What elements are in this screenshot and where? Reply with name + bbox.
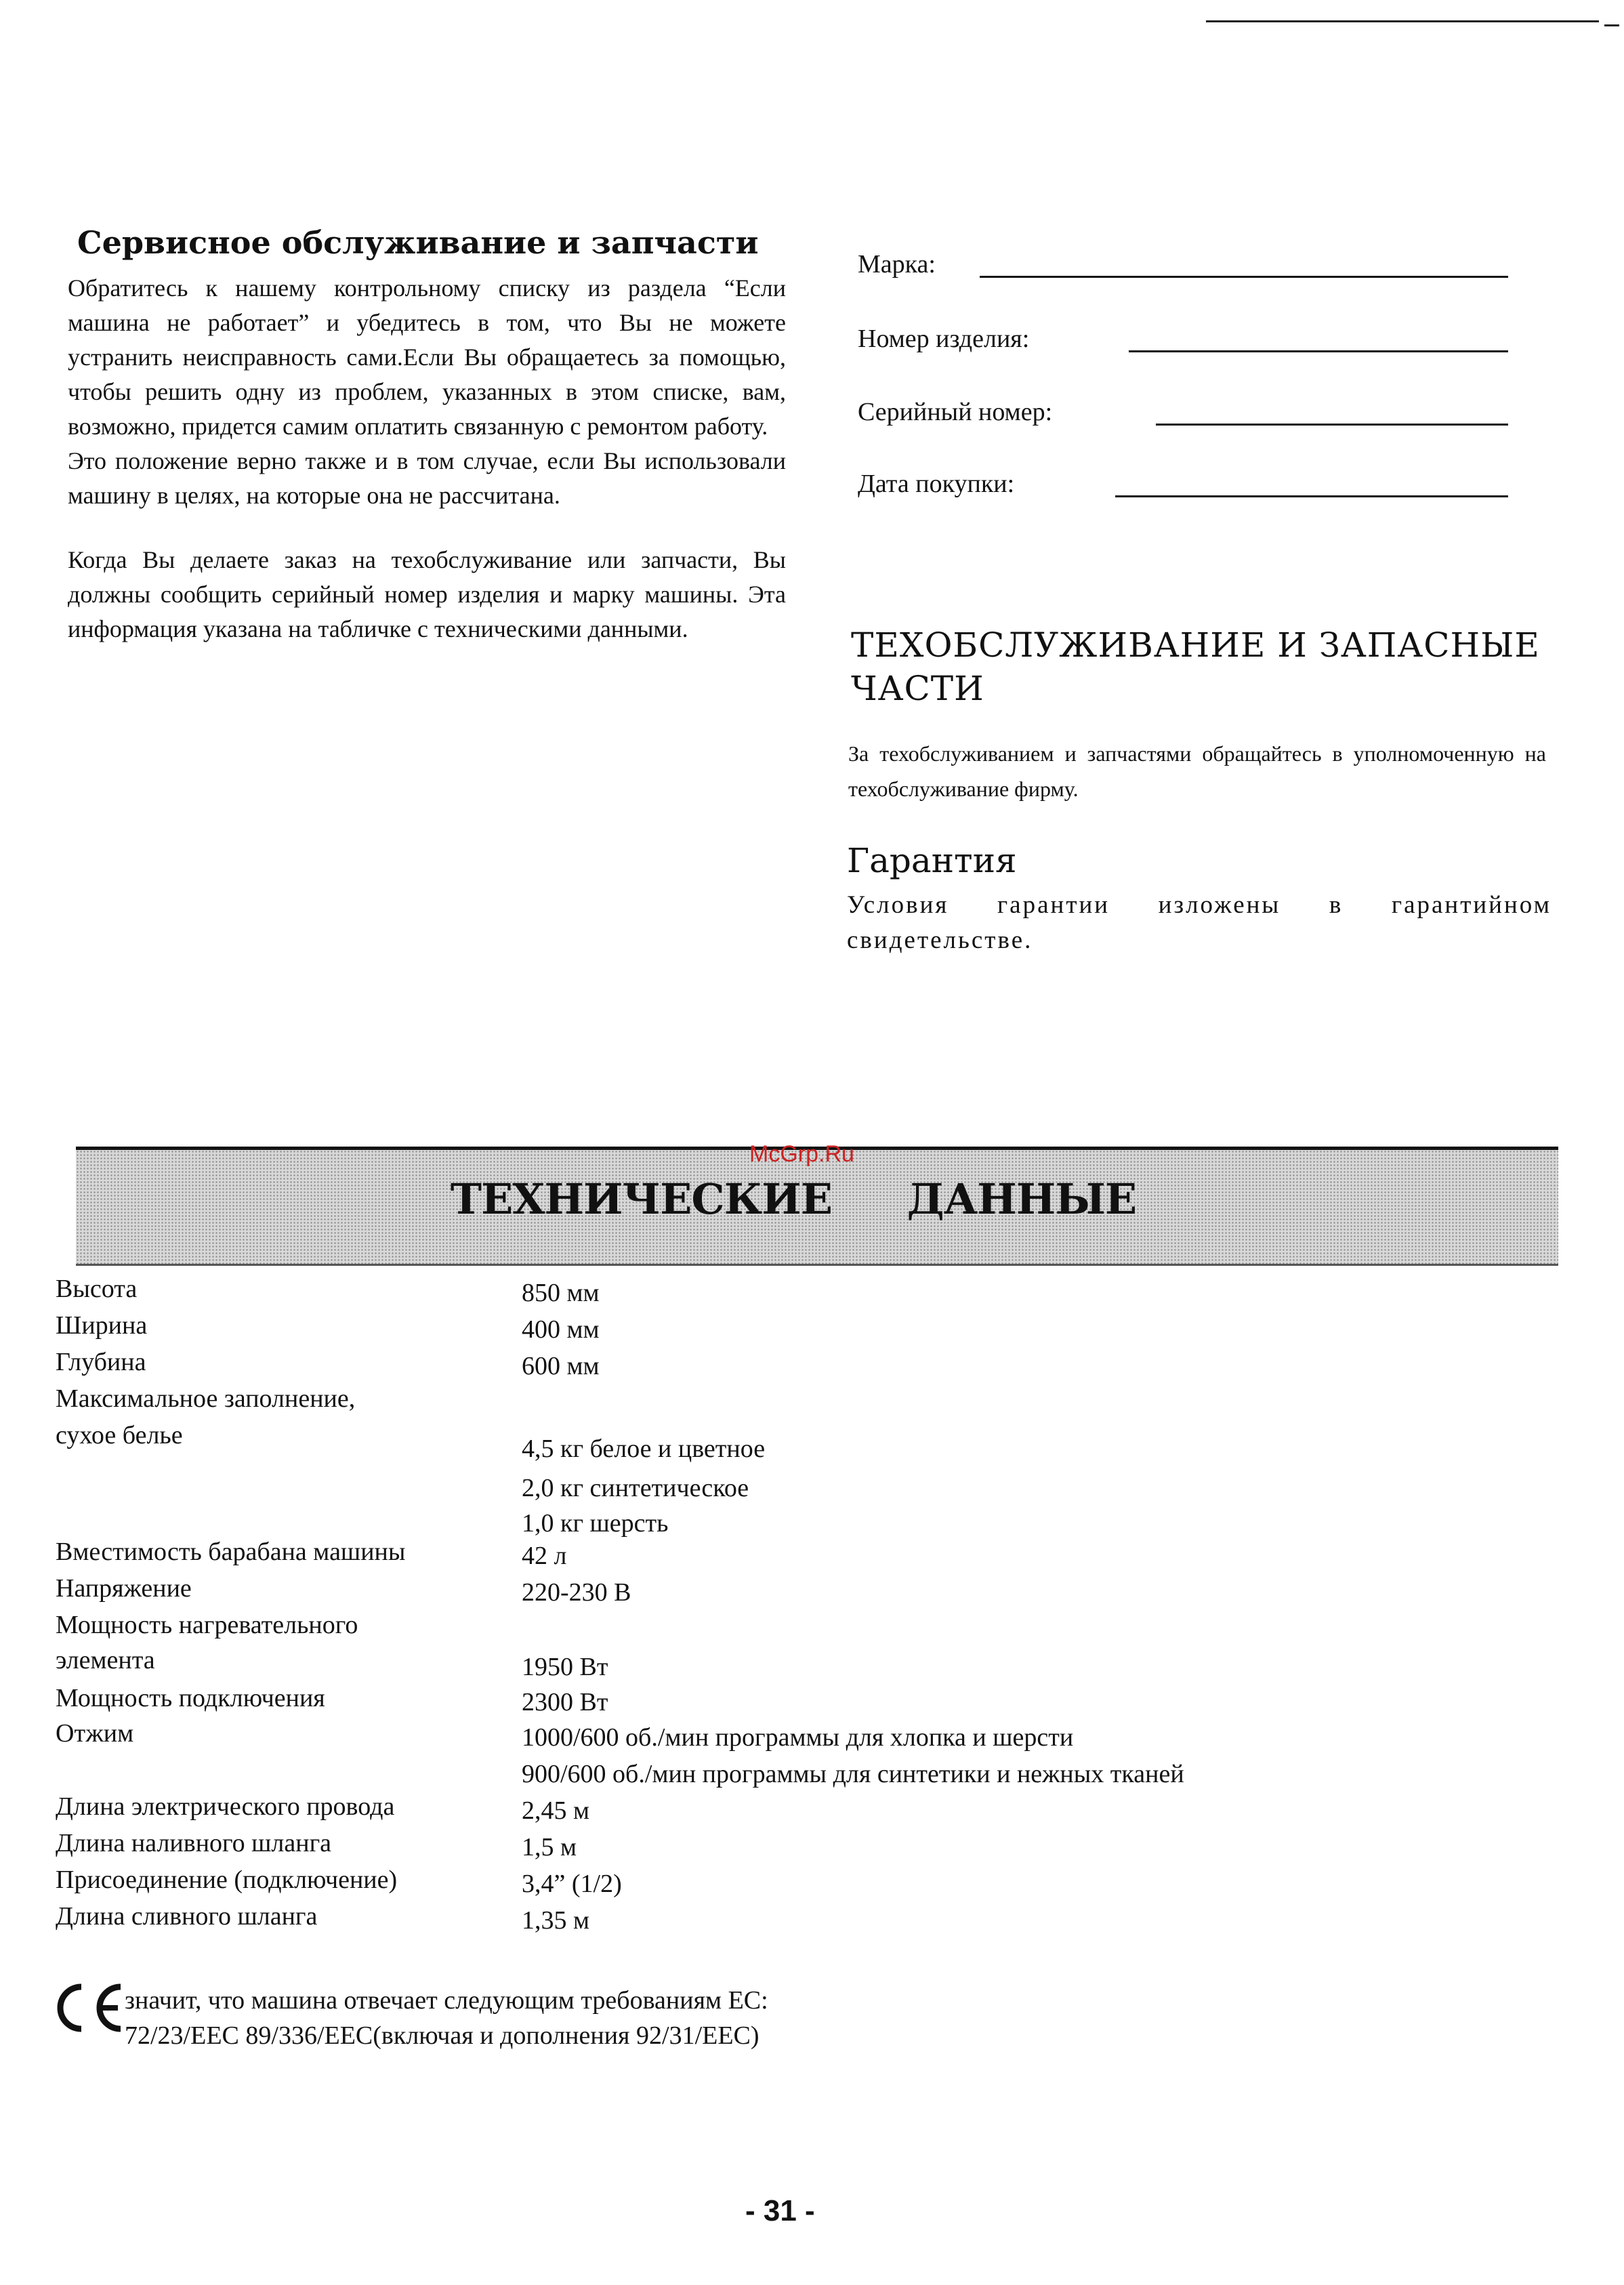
- spec-value: 900/600 об./мин программы для синтетики и нежных тканей: [522, 1760, 1184, 1788]
- spec-row: [56, 1755, 1546, 1790]
- ce-statement: [125, 1983, 768, 2053]
- serial-number-line: [1156, 424, 1508, 426]
- maintenance-text: За техобслуживанием и запчастями обращайтесь в уполномоченную на техобслуживание фирму.: [848, 741, 1546, 801]
- spec-row: [56, 1610, 1546, 1645]
- spec-row: [56, 1420, 1546, 1463]
- spec-value: 1950 Вт: [522, 1653, 608, 1681]
- service-paragraph-3: Когда Вы делаете заказ на техобслуживание или запчасти, Вы должны сообщить серийный номер изделия и марку машины. Эта информация указана на табличке с техническими данными.: [68, 546, 786, 642]
- spec-key: элемента: [56, 1646, 155, 1674]
- spec-value: 2,0 кг синтетическое: [522, 1474, 749, 1502]
- spec-value: 1,5 м: [522, 1833, 577, 1861]
- spec-value: 850 мм: [522, 1279, 600, 1307]
- maintenance-heading: ТЕХОБСЛУЖИВАНИЕ И ЗАПАСНЫЕ ЧАСТИ: [851, 625, 1540, 708]
- top-rule-dash: [1604, 24, 1619, 26]
- spec-key: Мощность подключения: [56, 1684, 325, 1712]
- ce-line-1: значит, что машина отвечает следующим требованиям ЕС:: [125, 1986, 768, 2015]
- brand-line: [980, 276, 1508, 278]
- spec-key: Длина сливного шланга: [56, 1902, 318, 1931]
- spec-value: 400 мм: [522, 1315, 600, 1344]
- purchase-date-label: Дата покупки:: [858, 470, 1015, 498]
- spec-key: Глубина: [56, 1348, 146, 1376]
- brand-field: [858, 244, 1508, 285]
- spec-key: Присоединение (подключение): [56, 1866, 398, 1894]
- spec-value: 220-230 В: [522, 1578, 631, 1607]
- spec-row: [56, 1347, 1546, 1382]
- spec-row: [56, 1865, 1546, 1900]
- tech-title: ТЕХНИЧЕСКИЕ ДАННЫЕ: [450, 1174, 1137, 1224]
- warranty-text: Условия гарантии изложены в гарантийном свидетельстве.: [847, 891, 1552, 954]
- spec-row: [56, 1537, 1546, 1572]
- spec-key: Длина электрического провода: [56, 1792, 395, 1821]
- service-heading: Сервисное обслуживание и запчасти: [77, 224, 759, 261]
- spec-value: 1,0 кг шерсть: [522, 1509, 669, 1538]
- spec-value: 2,45 м: [522, 1796, 590, 1825]
- spec-row: [56, 1384, 1546, 1419]
- spec-row: [56, 1311, 1546, 1346]
- spec-value: 1,35 м: [522, 1906, 590, 1935]
- spec-key: Высота: [56, 1275, 138, 1303]
- ce-mark-icon: [47, 1977, 127, 2038]
- serial-number-field: [858, 392, 1508, 432]
- service-section: [68, 224, 786, 646]
- ce-line-2: 72/23/ЕЕС 89/336/ЕЕС(включая и дополнения 92/31/ЕЕС): [125, 2021, 759, 2050]
- warranty-heading: Гарантия: [847, 841, 1017, 880]
- spec-row: [56, 1274, 1546, 1309]
- spec-key: сухое белье: [56, 1421, 183, 1449]
- service-paragraph-1: Обратитесь к нашему контрольному списку из раздела “Если машина не работает” и убедитесь в том, что Вы не можете устранить неисправность сами.Если Вы обращаетесь за помощью, чтобы решить одну из проблем, указанных в этом списке, вам, возможно, придется самим оплатить связанную с ремонтом работу.: [68, 274, 786, 440]
- spec-key: Длина наливного шланга: [56, 1829, 332, 1857]
- watermark-text: McGrp.Ru: [749, 1141, 854, 1167]
- spec-row: [56, 1573, 1546, 1609]
- spec-row: [56, 1504, 1546, 1540]
- spec-key: Вместимость барабана машины: [56, 1538, 406, 1566]
- spec-key: Мощность нагревательного: [56, 1611, 358, 1639]
- spec-value: 600 мм: [522, 1352, 600, 1380]
- spec-row: [56, 1683, 1546, 1718]
- spec-row: [56, 1718, 1546, 1754]
- spec-row: [56, 1828, 1546, 1864]
- purchase-date-field: [858, 464, 1508, 504]
- spec-row: [56, 1792, 1546, 1827]
- purchase-date-line: [1115, 495, 1508, 497]
- spec-value: 1000/600 об./мин программы для хлопка и шерсти: [522, 1723, 1074, 1752]
- spec-row: [56, 1901, 1546, 1937]
- spec-row: [56, 1469, 1546, 1504]
- spec-key: Напряжение: [56, 1574, 192, 1603]
- spec-key: Максимальное заполнение,: [56, 1384, 356, 1413]
- spec-value: 2300 Вт: [522, 1688, 608, 1716]
- spec-row: [56, 1645, 1546, 1681]
- spec-value: 42 л: [522, 1542, 567, 1570]
- service-paragraph-2: Это положение верно также и в том случае, если Вы использовали машину в целях, на которые она не рассчитана.: [68, 447, 786, 509]
- brand-label: Марка:: [858, 250, 936, 279]
- top-rule: [1206, 20, 1599, 22]
- spec-key: Ширина: [56, 1311, 148, 1340]
- page-number: - 31 -: [745, 2194, 815, 2227]
- product-number-label: Номер изделия:: [858, 325, 1030, 353]
- spec-key: Отжим: [56, 1719, 134, 1748]
- spec-value: 4,5 кг белое и цветное: [522, 1435, 766, 1463]
- product-number-field: [858, 318, 1508, 359]
- product-number-line: [1129, 350, 1508, 352]
- spec-value: 3,4” (1/2): [522, 1870, 622, 1898]
- serial-number-label: Серийный номер:: [858, 398, 1053, 426]
